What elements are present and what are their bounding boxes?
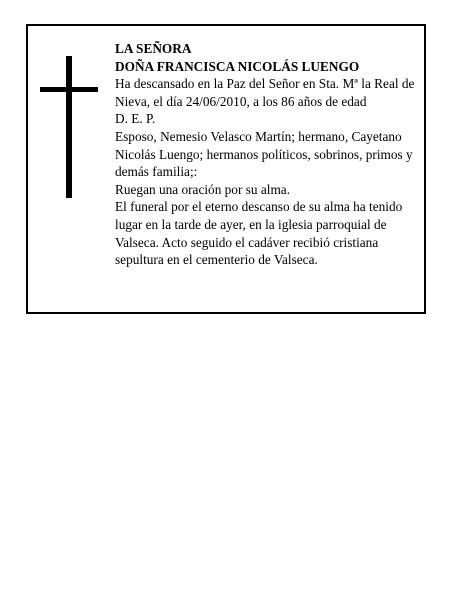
death-announcement: Ha descansado en la Paz del Señor en Sta. Mª la Real de Nieva, el día 24/06/2010, a los 86 años de edad: [115, 76, 415, 109]
cross-vertical-bar: [66, 56, 72, 198]
notice-title-line-1: LA SEÑORA: [115, 41, 192, 56]
obituary-notice: [26, 24, 426, 314]
prayer-request: Ruegan una oración por su alma.: [115, 181, 291, 197]
rest-in-peace: D. E. P.: [115, 111, 156, 127]
family-members: Esposo, Nemesio Velasco Martín; hermano, Cayetano Nicolás Luengo; hermanos políticos, sobrinos, primos y demás familia;:: [115, 128, 413, 180]
deceased-name: DOÑA FRANCISCA NICOLÁS LUENGO: [115, 58, 360, 74]
cross-icon: [40, 56, 98, 198]
funeral-details: El funeral por el eterno descanso de su alma ha tenido lugar en la tarde de ayer, en la iglesia parroquial de Valseca. Acto seguido el cadáver recibió cristiana sepultura en el cementerio de Valseca.: [115, 199, 403, 268]
notice-text: [115, 40, 423, 269]
cross-horizontal-bar: [40, 87, 98, 92]
